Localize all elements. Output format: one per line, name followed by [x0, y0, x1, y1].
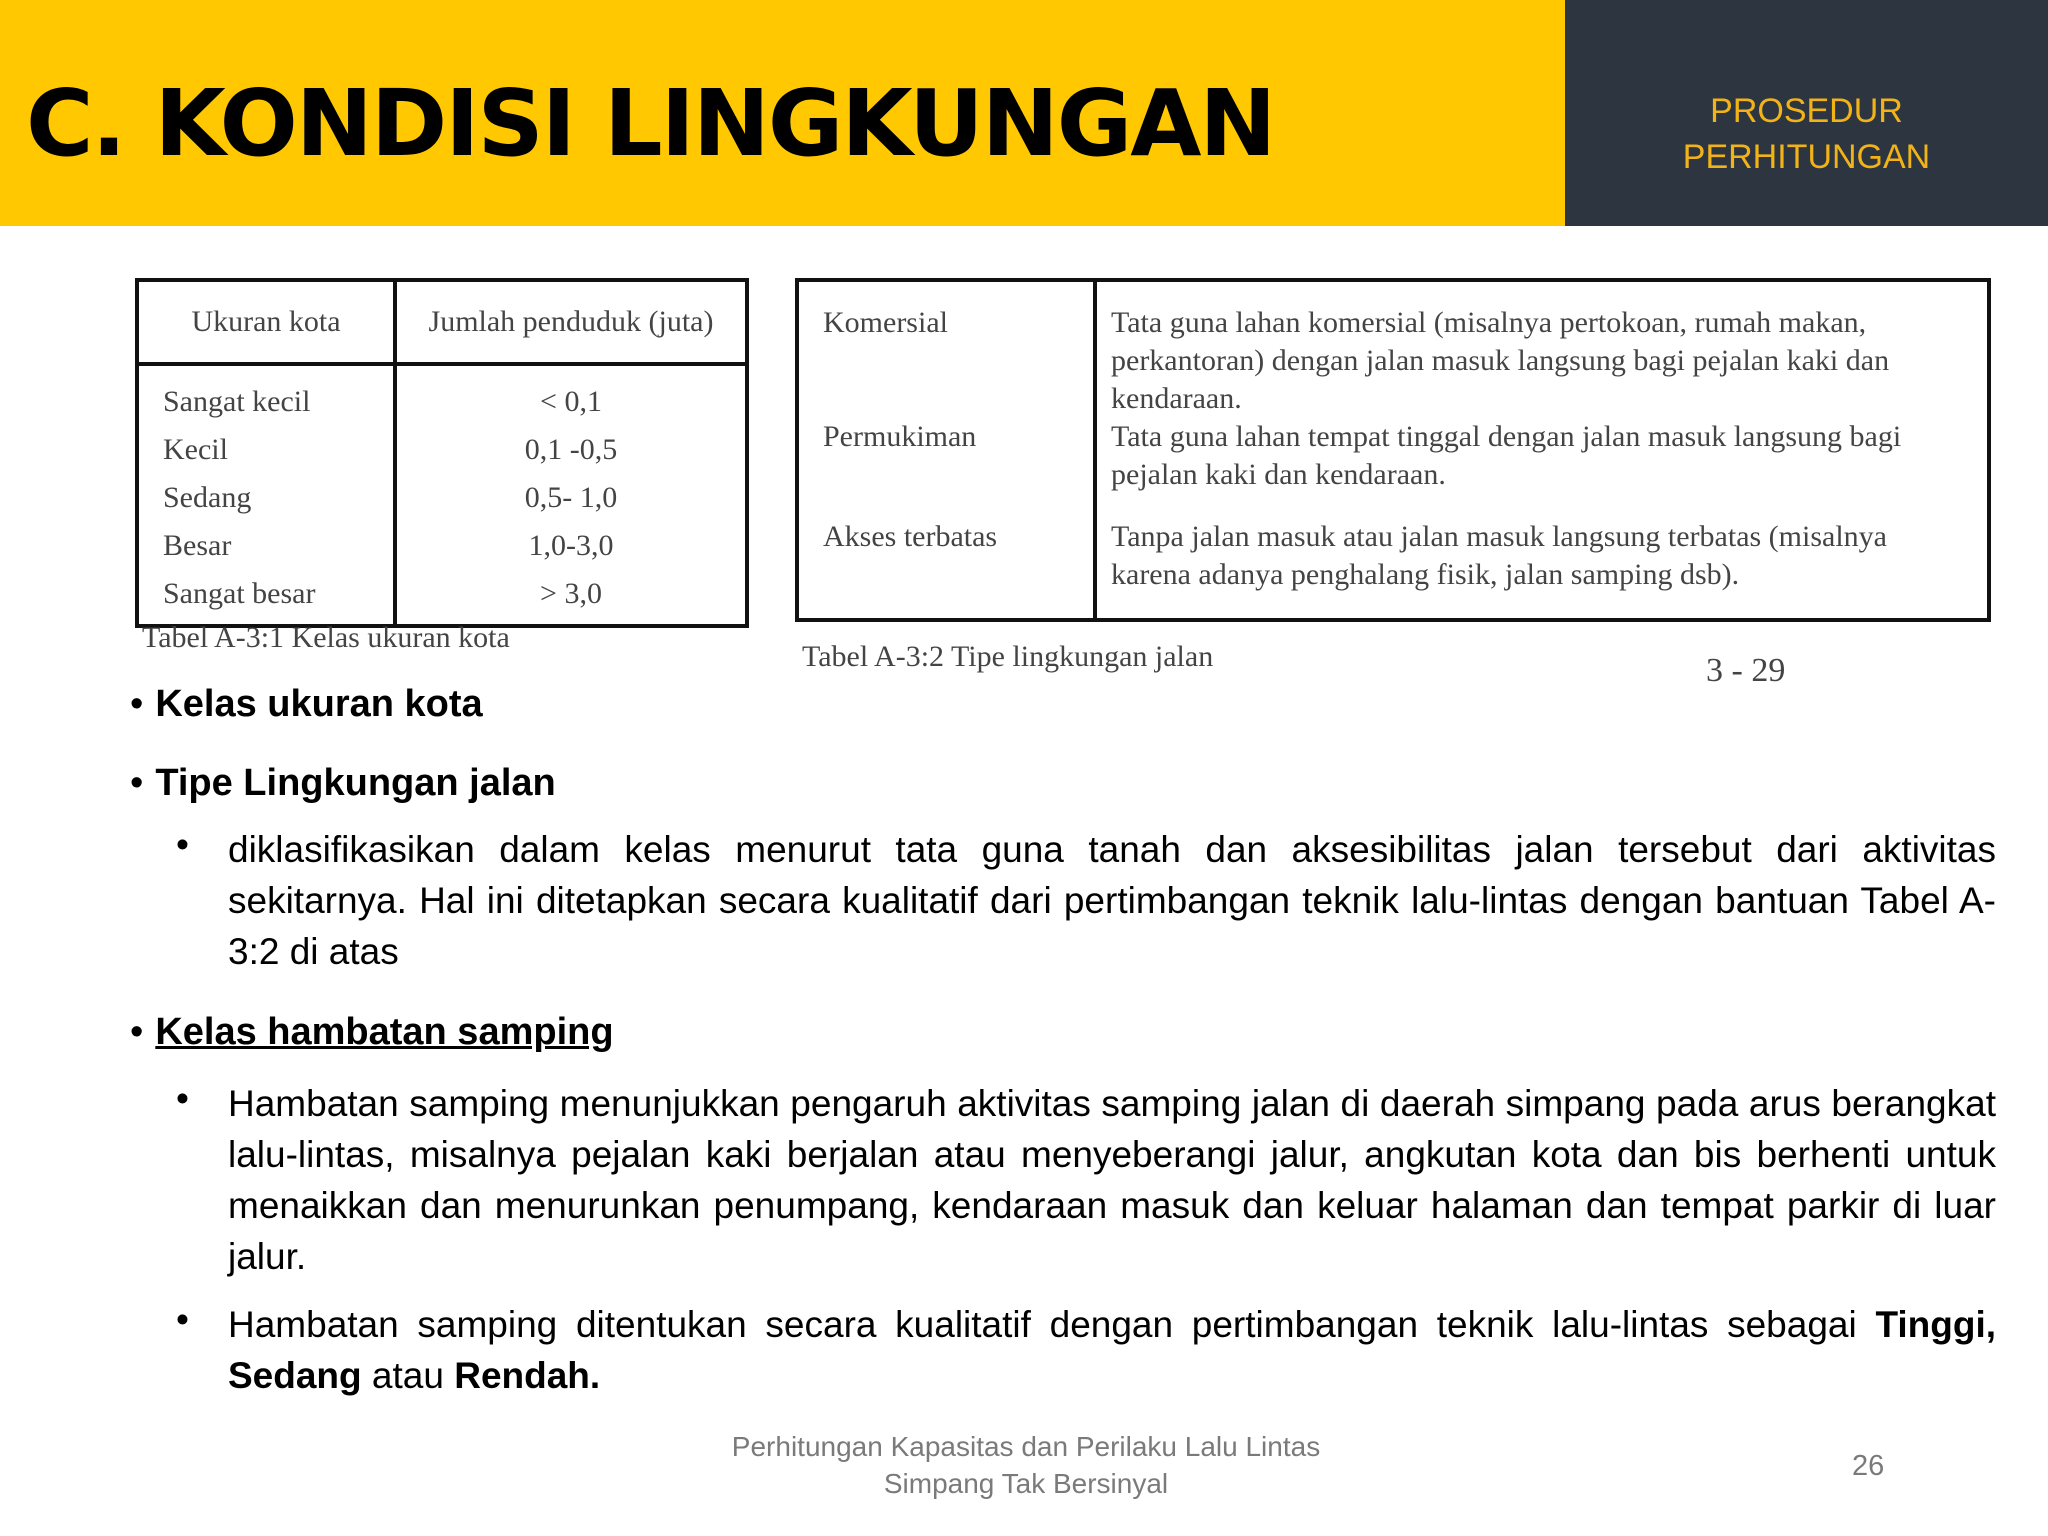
sub-bullet-side-friction-1: Hambatan samping menunjukkan pengaruh aktivitas samping jalan di daerah simpang pada arus berangkat lalu-lintas, misalnya pejalan kaki berjalan atau menyeberangi jalur, angkutan kota dan bis berhenti untuk menaikkan dan menurunkan penumpang, kendaraan masuk dan keluar halaman dan tempat parkir di luar jalur.	[228, 1083, 1996, 1277]
table-row	[797, 518, 1989, 620]
header-bar	[0, 0, 1565, 226]
bullet-text: Tipe Lingkungan jalan	[155, 762, 556, 804]
table-row	[137, 522, 747, 570]
page-title: C. KONDISI LINGKUNGAN	[26, 70, 1275, 177]
table2-caption: Tabel A-3:2 Tipe lingkungan jalan	[802, 640, 1214, 673]
table-cell: Tata guna lahan komersial (misalnya pertokoan, rumah makan, perkantoran) dengan jalan masuk langsung bagi pejalan kaki dan kendaraan.	[1111, 306, 1890, 415]
sub-bullet-side-friction-2	[228, 1299, 1996, 1401]
sub-bullet-bold-text: Tinggi, Sedang	[228, 1304, 1997, 1396]
table-row	[137, 426, 747, 474]
table-cell: > 3,0	[540, 577, 602, 610]
table1-caption: Tabel A-3:1 Kelas ukuran kota	[142, 621, 510, 654]
table-cell: Besar	[137, 522, 395, 570]
sub-bullet-dot: •	[176, 1299, 189, 1340]
sub-bullet-text: Hambatan samping ditentukan secara kualitatif dengan pertimbangan teknik lalu-lintas sebagai	[228, 1304, 1857, 1345]
bullet-road-environment	[130, 762, 556, 805]
bullet-city-size	[130, 683, 483, 726]
source-page-ref: 3 - 29	[1706, 652, 1786, 689]
table-cell: 1,0-3,0	[528, 529, 614, 562]
footer-line2: Simpang Tak Bersinyal	[883, 1468, 1169, 1499]
sub-bullet-road-environment: diklasifikasikan dalam kelas menurut tata guna tanah dan aksesibilitas jalan tersebut dari aktivitas sekitarnya. Hal ini ditetapkan secara kualitatif dari pertimbangan teknik lalu-lintas dengan bantuan Tabel A-3:2 di atas	[228, 829, 1996, 972]
table-cell: Tata guna lahan tempat tinggal dengan jalan masuk langsung bagi pejalan kaki dan kendaraan.	[1111, 420, 1902, 491]
sub-bullet-bold-text: Rendah.	[454, 1355, 601, 1396]
table-row	[137, 474, 747, 522]
sub-bullet-dot: •	[176, 1078, 189, 1119]
table-cell: < 0,1	[540, 385, 602, 418]
table-row	[137, 364, 747, 426]
table-cell: Sangat besar	[137, 570, 395, 626]
sub-bullet-text: atau	[371, 1355, 444, 1396]
table-cell: Permukiman	[797, 418, 1095, 518]
table-cell: Sangat kecil	[137, 364, 395, 426]
bullet-side-friction	[130, 1011, 614, 1054]
section-label-line2: PERHITUNGAN	[1682, 138, 1931, 176]
table-cell: Sedang	[137, 474, 395, 522]
page-number: 26	[1852, 1450, 1885, 1482]
table-cell: Tanpa jalan masuk atau jalan masuk langsung terbatas (misalnya karena adanya penghalang fisik, jalan samping dsb).	[1111, 520, 1887, 591]
table-header-cell: Jumlah penduduk (juta)	[395, 280, 747, 364]
table-cell: 0,1 -0,5	[524, 433, 618, 466]
table-row	[797, 280, 1989, 418]
table-cell: 0,5- 1,0	[524, 481, 618, 514]
table-cell: Komersial	[797, 280, 1095, 418]
table-header-row	[137, 280, 747, 364]
table-row	[137, 570, 747, 626]
section-panel	[1565, 0, 2048, 226]
table-row	[797, 418, 1989, 518]
sub-bullet-dot: •	[176, 824, 189, 865]
section-label-line1: PROSEDUR	[1710, 92, 1903, 130]
table-cell: Akses terbatas	[797, 518, 1095, 620]
footer	[620, 1428, 1432, 1502]
bullet-text: Kelas hambatan samping	[155, 1011, 614, 1053]
table-header-cell: Ukuran kota	[137, 280, 395, 364]
road-environment-table	[795, 278, 1991, 622]
city-size-table	[135, 278, 749, 628]
table-cell: Kecil	[137, 426, 395, 474]
footer-line1: Perhitungan Kapasitas dan Perilaku Lalu Lintas	[731, 1431, 1321, 1462]
bullet-text: Kelas ukuran kota	[155, 683, 483, 725]
